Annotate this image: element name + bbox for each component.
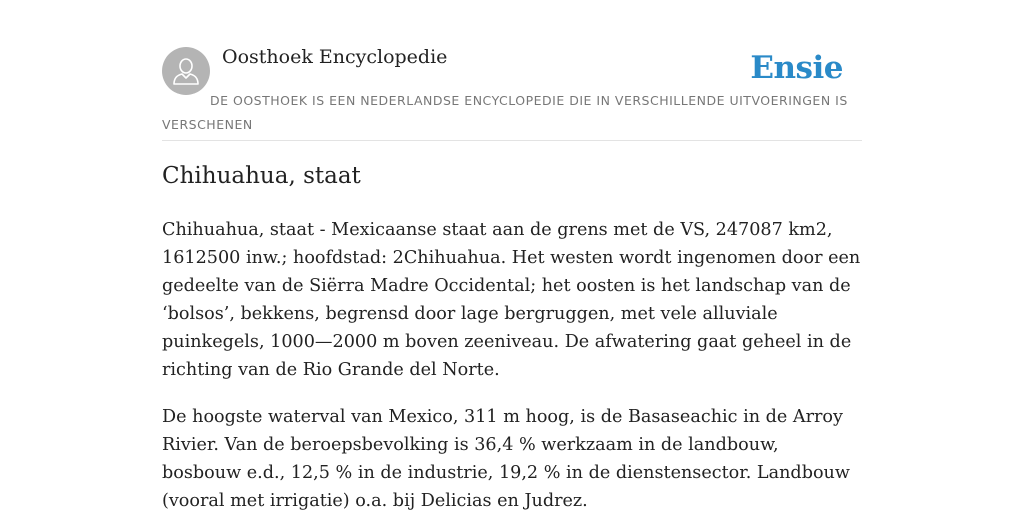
article-paragraph: Chihuahua, staat - Mexicaanse staat aan de grens met de VS, 247087 km2, 1612500 inw.; hoofdstad: 2Chihuahua. Het westen wordt ingenomen door een gedeelte van de Siërra Madre Occidental; het oosten is het landschap van de ‘bolsos’, bekkens, begrensd door lage bergruggen, met vele alluviale puinkegels, 1000—2000 m boven zeeniveau. De afwatering gaat geheel in de richting van de Rio Grande del Norte. <box>162 220 861 380</box>
brand-logo[interactable]: Ensie <box>750 50 843 86</box>
article-title: Chihuahua, staat <box>162 163 361 189</box>
source-tagline: DE OOSTHOEK IS EEN NEDERLANDSE ENCYCLOPEDIE DIE IN VERSCHILLENDE UITVOERINGEN IS VERSCHENEN <box>162 93 848 132</box>
article-paragraph: De hoogste waterval van Mexico, 311 m hoog, is de Basaseachic in de Arroy Rivier. Van de beroepsbevolking is 36,4 % werkzaam in de landbouw, bosbouw e.d., 12,5 % in de industrie, 19,2 % in de dienstensector. Landbouw (vooral met irrigatie) o.a. bij Delicias en Judrez. <box>162 407 850 511</box>
user-avatar-icon[interactable] <box>162 47 210 95</box>
article-body <box>162 216 862 512</box>
source-name[interactable]: Oosthoek Encyclopedie <box>222 46 448 68</box>
source-header <box>162 38 862 141</box>
